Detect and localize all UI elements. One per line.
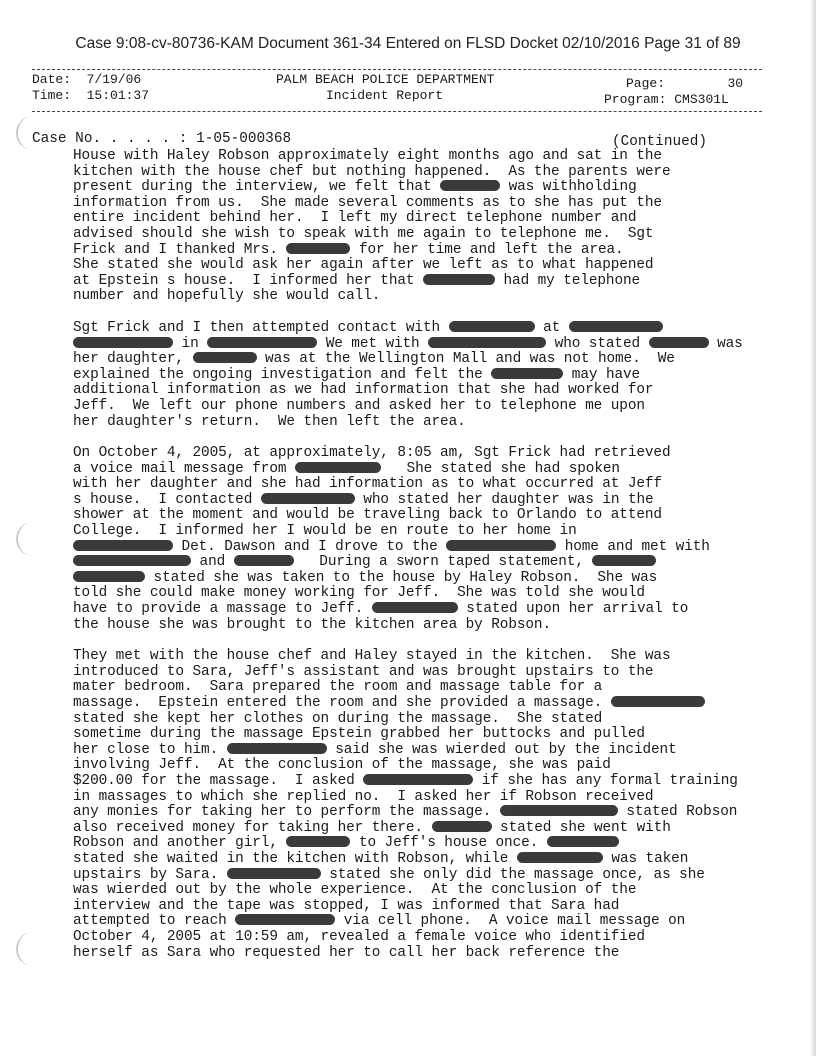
report-line: her close to him. said she was wierded out by the incident <box>73 741 677 758</box>
redaction-bar <box>227 868 321 879</box>
report-line: massage. Epstein entered the room and she provided a massage. <box>73 696 763 712</box>
report-type: Incident Report <box>326 88 444 103</box>
report-line: also received money for taking her there. stated she went with <box>73 819 671 836</box>
redaction-bar <box>372 602 458 613</box>
date-line <box>32 72 141 88</box>
report-line: stated she was taken to the house by Haley Robson. She was <box>73 571 763 587</box>
report-line: attempted to reach via cell phone. A voice mail message on <box>73 913 686 930</box>
redaction-bar <box>428 337 546 348</box>
report-line: was wierded out by the whole experience. At the conclusion of the <box>73 882 637 899</box>
page-label: Page: <box>626 76 666 91</box>
report-line: upstairs by Sara. stated she only did the massage once, as she <box>73 866 705 883</box>
court-filing-header: Case 9:08-cv-80736-KAM Document 361-34 Entered on FLSD Docket 02/10/2016 Page 31 of 89 <box>75 35 741 52</box>
redaction-bar <box>286 836 350 847</box>
report-line: They met with the house chef and Haley stayed in the kitchen. She was <box>73 648 671 665</box>
redaction-bar <box>73 540 173 551</box>
redaction-bar <box>73 571 145 582</box>
report-line: in massages to which she replied no. I asked her if Robson received <box>73 788 654 805</box>
redaction-bar <box>592 555 656 566</box>
report-paragraph <box>73 149 763 305</box>
case-number-label: Case No. . . . . : <box>32 131 188 147</box>
report-page-number: 30 <box>727 76 744 91</box>
header-bottom-rule <box>32 111 762 112</box>
report-line: a voice mail message from She stated she had spoken <box>73 460 620 477</box>
redaction-bar <box>227 743 327 754</box>
report-line: and During a sworn taped statement, <box>73 555 763 571</box>
report-line: involving Jeff. At the conclusion of the massage, she was paid <box>73 757 611 774</box>
header-top-rule <box>32 69 762 70</box>
date-label: Date: <box>32 72 72 87</box>
redaction-bar <box>649 337 709 348</box>
redaction-bar <box>432 821 492 832</box>
report-paragraph <box>73 649 763 961</box>
report-line: Sgt Frick and I then attempted contact with at <box>73 321 763 337</box>
report-line: with her daughter and she had information as to what occurred at Jeff <box>73 476 662 493</box>
paragraph-gap <box>73 305 763 321</box>
report-line: She stated she would ask her again after we left as to what happened <box>73 257 654 274</box>
report-line: explained the ongoing investigation and felt the may have <box>73 366 641 383</box>
redaction-bar <box>446 540 556 551</box>
report-line: House with Haley Robson approximately eight months ago and sat in the <box>73 148 662 164</box>
redaction-bar <box>193 352 257 363</box>
report-line: additional information as we had information that she had worked for <box>73 382 654 399</box>
punch-hole-top <box>16 116 46 150</box>
report-line: in We met with who stated was <box>73 337 763 353</box>
report-line: Frick and I thanked Mrs. for her time and left the area. <box>73 241 624 258</box>
report-line: Jeff. We left our phone numbers and asked her to telephone me upon <box>73 397 645 414</box>
redaction-bar <box>611 696 705 707</box>
report-paragraph <box>73 446 763 633</box>
redaction-bar <box>207 337 317 348</box>
report-line: advised should she wish to speak with me again to telephone me. Sgt <box>73 225 654 242</box>
case-number-line <box>32 132 291 148</box>
redaction-bar <box>235 914 335 925</box>
punch-hole-middle <box>16 522 46 556</box>
report-line: told she could make money working for Jeff. She was told she would <box>73 585 645 602</box>
report-line: her daughter, was at the Wellington Mall and was not home. We <box>73 351 675 368</box>
time-label: Time: <box>32 88 72 103</box>
report-line: entire incident behind her. I left my direct telephone number and <box>73 210 637 227</box>
redaction-bar <box>449 321 535 332</box>
report-line: at Epstein s house. I informed her that had my telephone <box>73 272 641 289</box>
paragraph-gap <box>73 430 763 446</box>
report-line: have to provide a massage to Jeff. stated upon her arrival to <box>73 601 689 618</box>
redaction-bar <box>295 462 381 473</box>
report-line: $200.00 for the massage. I asked if she has any formal training <box>73 772 738 789</box>
report-line: stated she kept her clothes on during the massage. She stated <box>73 710 603 727</box>
redaction-bar <box>234 555 294 566</box>
program-code: CMS301L <box>674 92 729 107</box>
report-line: the house she was brought to the kitchen area by Robson. <box>73 616 552 633</box>
report-line: s house. I contacted who stated her daughter was in the <box>73 491 654 508</box>
report-line: her daughter's return. We then left the area. <box>73 413 466 430</box>
redaction-bar <box>491 368 563 379</box>
time-line <box>32 88 149 104</box>
report-line: present during the interview, we felt that was withholding <box>73 179 637 196</box>
report-line: introduced to Sara, Jeff's assistant and was brought upstairs to the <box>73 663 654 680</box>
page-line <box>626 76 743 92</box>
department-name: PALM BEACH POLICE DEPARTMENT <box>276 72 495 87</box>
report-paragraph <box>73 321 763 430</box>
redaction-bar <box>547 836 619 847</box>
report-date: 7/19/06 <box>86 72 142 87</box>
program-line <box>604 92 729 108</box>
continued-label: (Continued) <box>612 134 707 150</box>
report-line: any monies for taking her to perform the massage. stated Robson <box>73 804 738 821</box>
report-line: On October 4, 2005, at approximately, 8:05 am, Sgt Frick had retrieved <box>73 445 671 462</box>
report-body <box>73 149 763 961</box>
report-time: 15:01:37 <box>86 88 150 103</box>
redaction-bar <box>73 337 173 348</box>
report-line: Det. Dawson and I drove to the home and met with <box>73 540 763 556</box>
redaction-bar <box>517 852 603 863</box>
report-line: stated she waited in the kitchen with Robson, while was taken <box>73 850 689 867</box>
report-line: information from us. She made several comments as to she has put the <box>73 194 662 211</box>
redaction-bar <box>261 493 355 504</box>
report-line: herself as Sara who requested her to call her back reference the <box>73 944 620 961</box>
punch-hole-bottom <box>16 932 46 966</box>
report-line: shower at the moment and would be traveling back to Orlando to attend <box>73 507 662 524</box>
redaction-bar <box>286 243 350 254</box>
redaction-bar <box>500 805 618 816</box>
report-line: October 4, 2005 at 10:59 am, revealed a female voice who identified <box>73 928 645 945</box>
report-line: number and hopefully she would call. <box>73 288 381 305</box>
report-line: College. I informed her I would be en route to her home in <box>73 523 577 540</box>
redaction-bar <box>569 321 663 332</box>
report-line: kitchen with the house chef but nothing happened. As the parents were <box>73 163 671 180</box>
program-label: Program: <box>604 92 667 107</box>
report-line: Robson and another girl, to Jeff's house once. <box>73 836 763 852</box>
paragraph-gap <box>73 633 763 649</box>
redaction-bar <box>440 180 500 191</box>
case-number: 1-05-000368 <box>196 131 292 147</box>
report-line: mater bedroom. Sara prepared the room and massage table for a <box>73 679 603 696</box>
report-line: sometime during the massage Epstein grabbed her buttocks and pulled <box>73 726 645 743</box>
redaction-bar <box>423 274 495 285</box>
redaction-bar <box>363 774 473 785</box>
report-line: interview and the tape was stopped, I was informed that Sara had <box>73 897 620 914</box>
page-edge-shadow <box>810 0 816 1056</box>
redaction-bar <box>73 555 191 566</box>
